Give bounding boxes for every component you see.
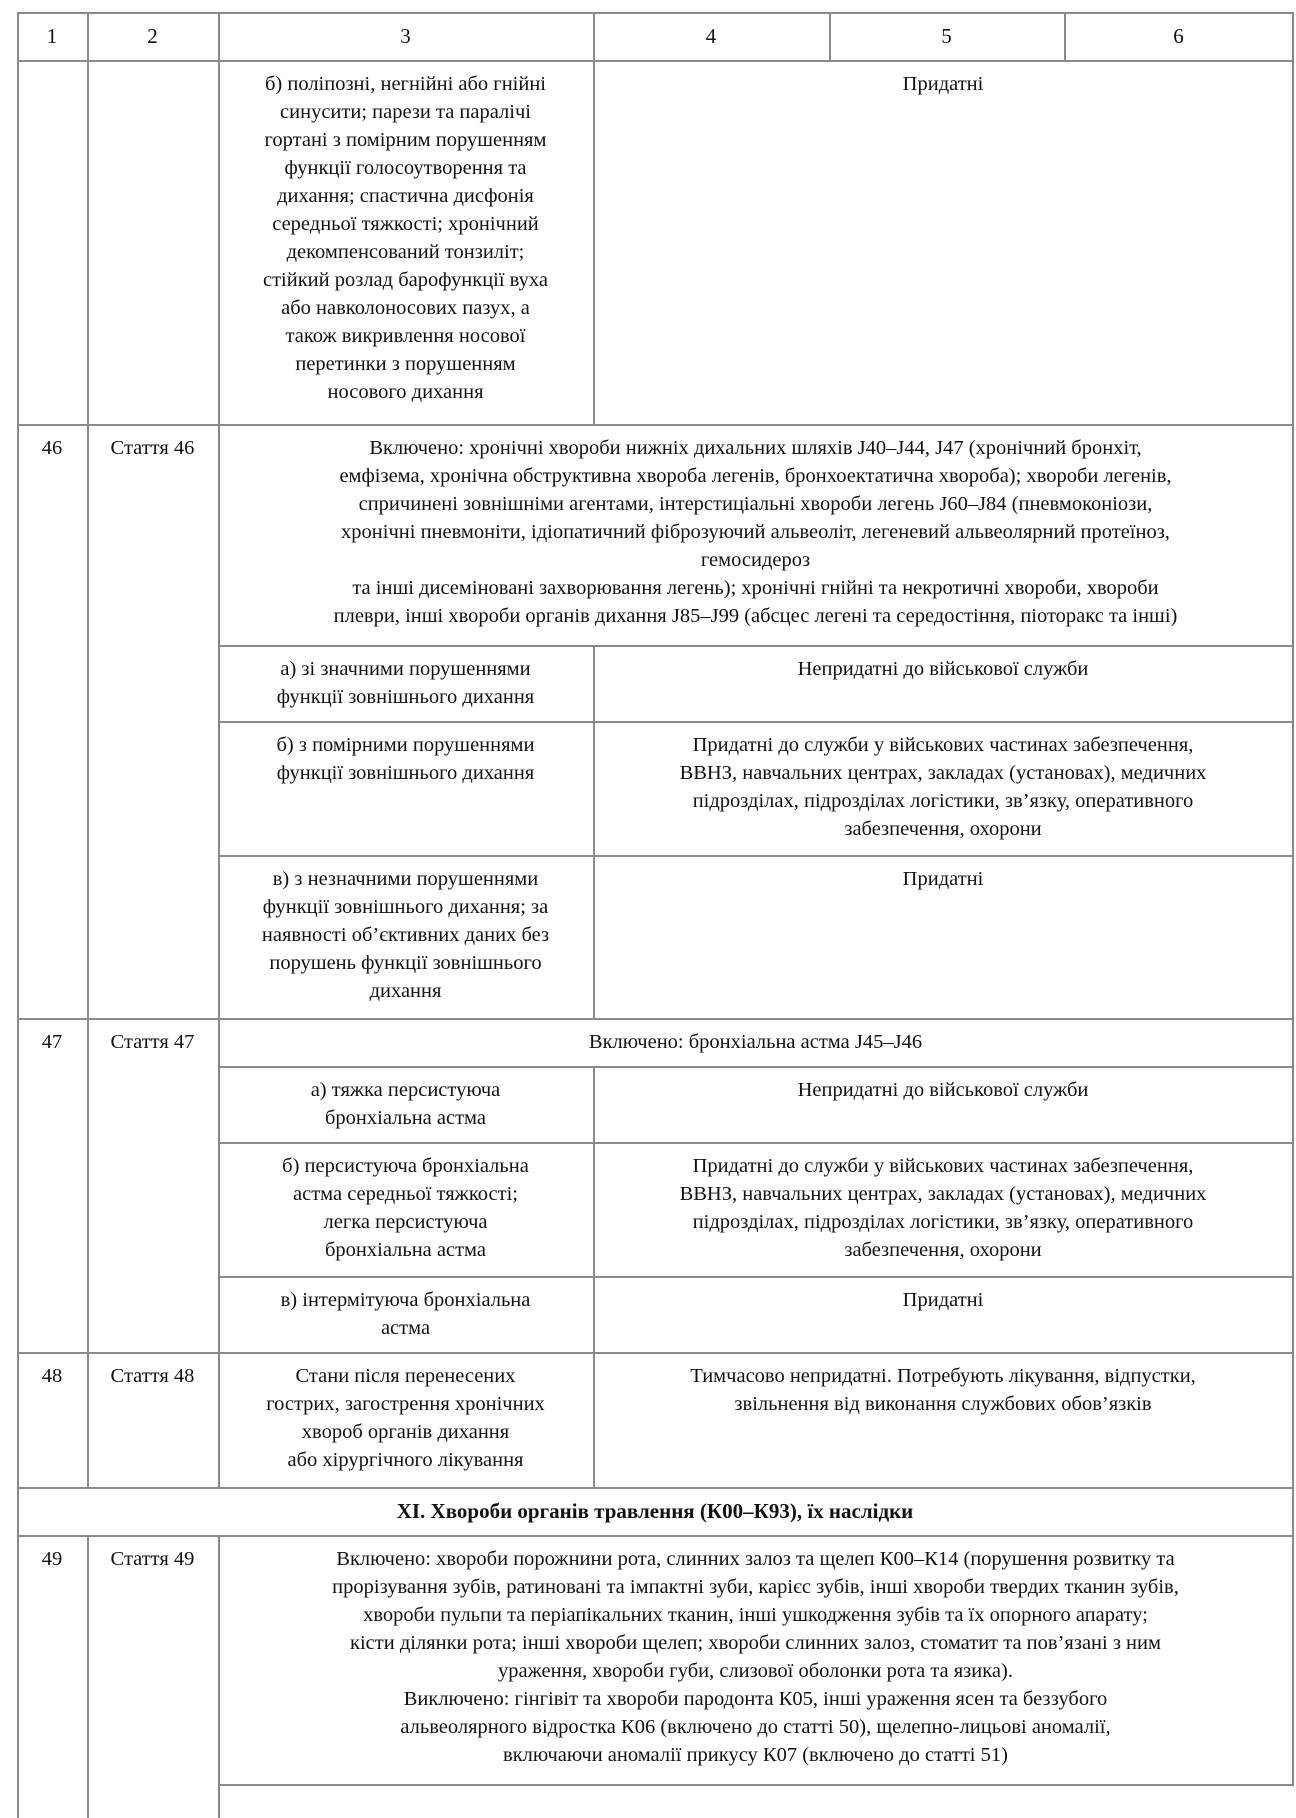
text-line: а) тяжка персистуюча [310, 1079, 501, 1101]
text-line: ураження, хвороби губи, слизової оболонки рота та язика). [498, 1660, 1013, 1682]
text-line: декомпенсований тонзиліт; [286, 241, 525, 263]
text-line: або навколоносових пазух, а [281, 297, 530, 319]
row47-article: Стаття 47 [110, 1031, 195, 1053]
text-line: ВВНЗ, навчальних центрах, закладах (установах), медичних [679, 762, 1207, 784]
row48-condition [218, 1352, 593, 1487]
section-title: XI. Хвороби органів травлення (К00–К93), їх наслідки [396, 1499, 914, 1523]
text-line: в) з незначними порушеннями [272, 868, 539, 890]
column-header-3: 3 [400, 24, 411, 48]
text-line: хвороби пульпи та періапікальних тканин, інші ушкодження зубів та їх опорного апарату; [363, 1604, 1148, 1626]
border-col1-2-lower [87, 1535, 89, 1818]
text-line: Придатні [902, 868, 984, 890]
text-line: плеври, інші хвороби органів дихання J85–J99 (абсцес легені та середостіння, піоторакс та інші) [333, 605, 1178, 627]
text-line: функції голосоутворення та [284, 157, 527, 179]
text-line: стійкий розлад барофункції вуха [262, 269, 548, 291]
column-header-1: 1 [46, 24, 58, 48]
row49-included [218, 1535, 1293, 1784]
text-line: альвеолярного відростка К06 (включено до статті 50), щелепно-лицьові аномалії, [400, 1716, 1111, 1738]
row49-number: 49 [41, 1548, 63, 1570]
border-col1-2 [87, 12, 89, 1488]
column-header-4: 4 [705, 24, 717, 48]
column-header-2: 2 [147, 24, 158, 48]
row46-condition-b [218, 721, 593, 855]
text-line: ВВНЗ, навчальних центрах, закладах (установах), медичних [679, 1183, 1207, 1205]
text-line: носового дихання [327, 381, 484, 403]
text-line: гортані з помірним порушенням [264, 129, 547, 151]
row47-included [218, 1018, 1293, 1066]
text-line: дихання; спастична дисфонія [277, 185, 534, 207]
row47-verdict-c [593, 1276, 1293, 1352]
text-line: Придатні [902, 73, 984, 95]
text-line: б) з помірними порушеннями [276, 734, 535, 756]
text-line: Стани після перенесених [295, 1365, 516, 1387]
text-line: бронхіальна астма [325, 1107, 486, 1129]
row46-included [218, 424, 1293, 645]
text-line: Тимчасово непридатні. Потребують лікування, відпустки, [690, 1365, 1196, 1387]
text-line: забезпечення, охорони [844, 818, 1042, 840]
text-line: синусити; парези та паралічі [280, 101, 531, 123]
row47-verdict-a [593, 1066, 1293, 1142]
text-line: б) персистуюча бронхіальна [282, 1155, 529, 1177]
text-line: середньої тяжкості; хронічний [272, 213, 539, 235]
text-line: порушень функції зовнішнього [269, 952, 542, 974]
text-line: також викривлення носової [285, 325, 526, 347]
text-line: бронхіальна астма [325, 1239, 486, 1261]
row48-article: Стаття 48 [110, 1365, 195, 1387]
row46-condition-a [218, 645, 593, 721]
row48-verdict [593, 1352, 1293, 1487]
text-line: наявності об’єктивних даних без [261, 924, 550, 946]
text-line: б) поліпозні, негнійні або гнійні [264, 73, 546, 95]
row46-condition-c [218, 855, 593, 1018]
text-line: гострих, загострення хронічних [266, 1393, 545, 1415]
text-line: Включено: хронічні хвороби нижніх дихальних шляхів J40–J44, J47 (хронічний бронхіт, [369, 437, 1142, 459]
row47-condition-a [218, 1066, 593, 1142]
row46-article: Стаття 46 [110, 437, 195, 459]
row45-verdict-b [593, 60, 1293, 424]
text-line: функції зовнішнього дихання; за [262, 896, 549, 918]
text-line: Виключено: гінгівіт та хвороби пародонта К05, інші ураження ясен та беззубого [403, 1688, 1108, 1710]
text-line: Непридатні до військової служби [797, 658, 1089, 680]
text-line: дихання [369, 980, 442, 1002]
text-line: звільнення від виконання службових обов’язків [734, 1393, 1152, 1415]
text-line: астма середньої тяжкості; [293, 1183, 518, 1205]
text-line: емфізема, хронічна обструктивна хвороба легенів, бронхоектатична хвороба); хвороби легенів, [339, 465, 1172, 487]
text-line: хронічні пневмоніти, ідіопатичний фіброзуючий альвеоліт, легеневий альвеолярний протеїноз, [341, 521, 1170, 543]
row46-verdict-b [593, 721, 1293, 855]
border-row49-included-bottom [218, 1784, 1293, 1786]
text-line: забезпечення, охорони [844, 1239, 1042, 1261]
text-line: підрозділах, підрозділах логістики, зв’язку, оперативного [692, 1211, 1194, 1233]
row46-verdict-a [593, 645, 1293, 721]
row47-condition-c [218, 1276, 593, 1352]
column-header-6: 6 [1173, 24, 1184, 48]
text-line: Придатні до служби у військових частинах забезпечення, [692, 1155, 1194, 1177]
text-line: підрозділах, підрозділах логістики, зв’язку, оперативного [692, 790, 1194, 812]
row47-number: 47 [41, 1031, 63, 1053]
text-line: гемосидероз [700, 549, 811, 571]
text-line: функції зовнішнього дихання [276, 762, 535, 784]
column-header-5: 5 [941, 24, 952, 48]
text-line: спричинені зовнішніми агентами, інтерстиціальні хвороби легень J60–J84 (пневмоконіози, [358, 493, 1153, 515]
text-line: Придатні [902, 1289, 984, 1311]
text-line: Включено: хвороби порожнини рота, слинних залоз та щелеп К00–К14 (порушення розвитку та [336, 1548, 1175, 1570]
row47-verdict-b [593, 1142, 1293, 1276]
text-line: в) інтермітуюча бронхіальна [280, 1289, 531, 1311]
row48-number: 48 [41, 1365, 63, 1387]
row45-condition-b [218, 60, 593, 424]
text-line: а) зі значними порушеннями [280, 658, 531, 680]
text-line: легка персистуюча [323, 1211, 488, 1233]
text-line: кісти ділянки рота; інші хвороби щелеп; хвороби слинних залоз, стоматит та пов’язані з ним [350, 1632, 1161, 1654]
text-line: астма [380, 1317, 431, 1339]
text-line: прорізування зубів, ратиновані та імпактні зуби, карієс зубів, інші хвороби твердих тканин зубів, [332, 1576, 1179, 1598]
row47-condition-b [218, 1142, 593, 1276]
text-line: або хірургічного лікування [287, 1449, 524, 1471]
text-line: Включено: бронхіальна астма J45–J46 [588, 1031, 923, 1053]
text-line: перетинки з порушенням [295, 353, 516, 375]
text-line: функції зовнішнього дихання [276, 686, 535, 708]
text-line: Непридатні до військової служби [797, 1079, 1089, 1101]
text-line: Придатні до служби у військових частинах забезпечення, [692, 734, 1194, 756]
text-line: та інші дисеміновані захворювання легень); хронічні гнійні та некротичні хвороби, хвороби [352, 577, 1159, 599]
text-line: включаючи аномалії прикусу К07 (включено до статті 51) [503, 1744, 1008, 1766]
row46-number: 46 [41, 437, 63, 459]
row49-article: Стаття 49 [110, 1548, 195, 1570]
text-line: хвороб органів дихання [301, 1421, 510, 1443]
row46-verdict-c [593, 855, 1293, 1018]
